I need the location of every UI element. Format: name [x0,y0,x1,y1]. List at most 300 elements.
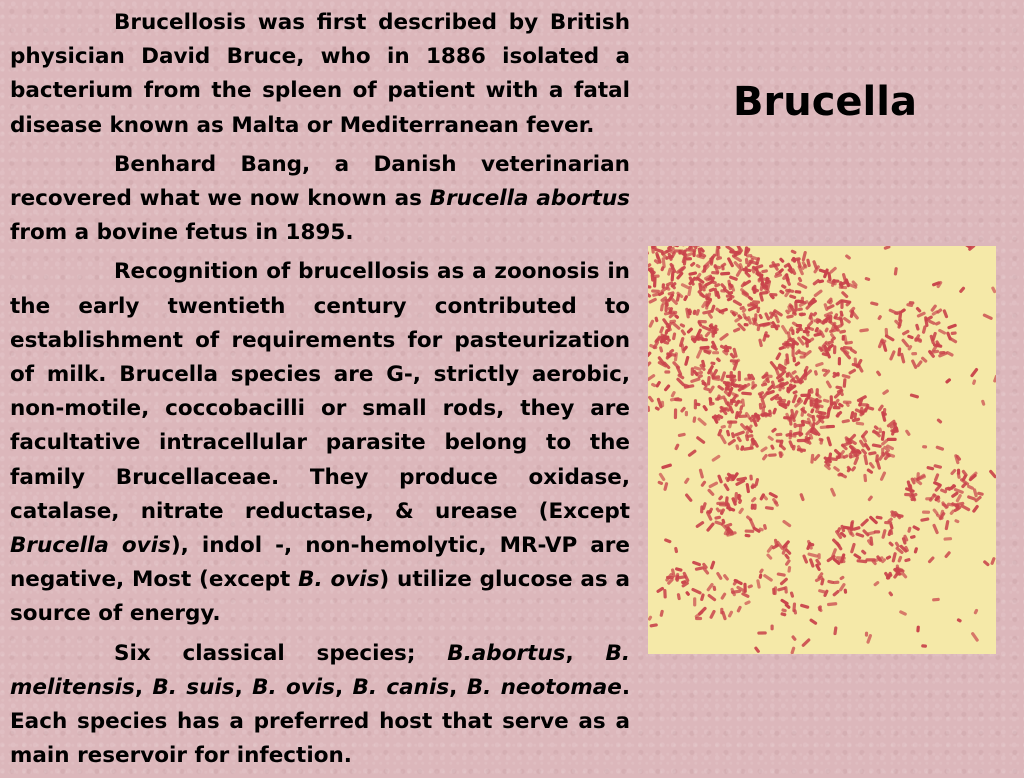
bacterium-rod [772,407,777,415]
bacterium-rod [656,586,665,593]
bacterium-rod [775,352,782,361]
bacterium-rod [791,635,797,642]
bacterium-rod [756,579,761,589]
bacterium-rod [648,246,649,255]
paragraph-text: , [565,641,605,666]
bacterium-rod [833,466,841,473]
bacterium-rod [655,380,661,388]
bacterium-rod [790,591,795,598]
bacterium-rod [827,602,838,606]
bacterium-rod [823,398,830,403]
bacterium-rod [951,331,957,335]
bacterium-rod [775,433,782,437]
bacterium-rod [922,511,930,514]
bacterium-rod [695,263,701,269]
bacterium-rod [815,362,824,368]
bacterium-rod [832,589,840,597]
bacterium-rod [768,453,777,457]
bacterium-rod [734,492,738,503]
bacterium-rod [812,311,818,317]
bacterium-rod [782,519,792,528]
bacterium-rod [797,448,806,452]
bacterium-rod [889,350,896,361]
bacterium-rod [827,340,834,345]
bacterium-rod [701,382,707,386]
bacterium-rod [781,608,787,613]
bacterium-rod [648,395,654,403]
paragraph-text: , [335,675,353,700]
bacterium-rod [954,519,960,524]
bacterium-rod [841,291,849,299]
bacterium-rod [707,593,717,602]
bacterium-rod [990,557,996,566]
italic-species-name: B. melitensis [10,641,630,700]
bacterium-rod [818,553,821,559]
bacterium-rod [933,481,943,488]
bacterium-rod [674,547,678,554]
bacterium-rod [692,416,696,423]
bacterium-rod [812,260,818,270]
bacterium-rod [802,554,809,564]
bacterium-rod [915,306,922,313]
bacterium-rod [801,251,807,262]
bacterium-rod [864,277,870,282]
paragraph-text: ), indol -, non-hemolytic, MR-VP are negative, Most (except [10,533,630,592]
bacterium-rod [674,443,680,451]
bacterium-rod [789,294,797,299]
bacterium-rod [695,566,705,571]
bacterium-rod [726,385,730,391]
bacterium-rod [881,529,887,539]
bacterium-rod [763,573,774,582]
bacterium-rod [981,399,986,406]
bacterium-rod [744,534,750,538]
bacterium-rod [689,261,695,267]
bacterium-rod [779,257,785,263]
bacterium-rod [956,618,962,623]
bacterium-rod [771,625,774,631]
bacterium-rod [761,269,768,273]
bacterium-rod [797,282,808,290]
bacterium-rod [973,608,978,614]
bacterium-rod [868,451,877,456]
bacterium-rod [853,553,862,560]
bacterium-rod [654,316,659,322]
bacterium-rod [686,327,693,334]
bacterium-rod [904,558,911,563]
bacterium-rod [663,482,668,491]
paragraph-text: , [449,675,467,700]
paragraph-species [10,637,630,774]
italic-species-name: B. ovis [298,567,379,592]
bacterium-rod [714,515,721,519]
bacterium-rod [663,384,670,392]
bacterium-rod [747,584,753,589]
bacterium-rod [753,285,757,294]
bacterium-rod [934,321,941,326]
bacterium-rod [751,503,755,509]
bacterium-rod [910,393,920,399]
bacterium-rod [921,644,927,648]
bacterium-rod [843,378,847,388]
bacterium-rod [674,352,678,362]
bacterium-rod [856,421,865,425]
bacterium-rod [993,374,996,383]
bacterium-rod [875,515,882,519]
bacterium-rod [959,286,966,294]
bacterium-rod [792,356,796,362]
bacterium-rod [730,399,733,406]
paragraph-history [10,6,630,143]
bacterium-rod [825,380,832,389]
bacterium-rod [797,439,807,443]
bacterium-rod [717,384,725,391]
bacterium-rod [942,309,948,319]
bacterium-rod [792,349,795,358]
bacterium-rod [887,438,897,441]
bacterium-rod [909,484,913,494]
bacterium-rod [792,256,797,263]
italic-species-name: B.abortus [447,641,565,666]
bacterium-rod [901,338,910,348]
bacterium-rod [872,443,882,448]
bacterium-rod [927,556,935,564]
paragraph-text: , [235,675,253,700]
bacterium-rod [699,468,705,479]
bacterium-rod [687,449,697,458]
bacterium-rod [833,345,837,354]
bacterium-rod [905,429,912,437]
italic-species-name: Brucella abortus [430,186,630,211]
bacterium-rod [844,254,851,260]
bacterium-rod [727,420,737,423]
bacterium-rod [718,495,724,501]
bacterium-rod [838,357,841,365]
bacterium-rod [723,483,730,492]
paragraph-text: Six classical species; [114,641,447,666]
bacterium-rod [859,328,869,333]
bacterium-rod [670,390,676,397]
bacterium-rod [720,371,727,382]
bacterium-rod [758,338,763,347]
bacterium-rod [841,419,850,424]
bacterium-rod [749,518,756,529]
bacterium-rod [702,404,708,411]
bacterium-rod [772,588,776,595]
bacterium-rod [815,398,818,409]
bacterium-rod [744,600,751,606]
bacterium-rod [839,329,846,334]
brucella-micrograph-image [648,246,996,654]
bacterium-rod [768,491,778,498]
bacterium-rod [841,374,851,379]
bacterium-rod [712,585,716,591]
bacterium-rod [651,382,657,387]
bacterium-rod [925,497,932,500]
bacterium-rod [801,638,811,648]
bacterium-rod [674,408,677,419]
bacterium-rod [670,271,674,281]
bacterium-rod [822,368,828,372]
bacterium-rod [782,343,790,347]
bacterium-rod [945,350,954,357]
bacterium-rod [799,493,805,502]
bacterium-rod [833,448,841,456]
bacterium-rod [678,433,686,438]
bacterium-rod [913,547,918,554]
bacterium-rod [867,495,873,502]
bacterium-rod [659,610,664,618]
bacterium-rod [732,299,742,307]
bacterium-rod [814,370,819,376]
bacterium-rod [982,313,993,320]
bacterium-rod [679,323,685,328]
bacterium-rod [693,597,696,606]
bacterium-rod [899,610,908,616]
bacterium-rod [726,430,731,437]
bacterium-rod [967,484,975,490]
bacterium-rod [771,427,778,433]
bacterium-rod [779,289,785,295]
bacterium-rod [715,357,721,363]
bacterium-rod [688,271,697,276]
bacterium-rod [677,593,681,600]
bacterium-rod [843,588,847,593]
bacterium-rod [730,371,733,381]
bacterium-rod [778,403,787,407]
bacterium-rod [839,286,848,290]
bacterium-rod [796,328,803,332]
bacterium-rod [700,480,707,487]
bacterium-rod [935,445,944,451]
bacterium-rod [891,552,897,563]
bacterium-rod [897,555,902,562]
bacterium-rod [830,487,837,497]
italic-species-name: B. suis [152,675,234,700]
bacterium-rod [648,351,652,358]
bacterium-rod [648,406,650,412]
bacterium-rod [812,415,816,423]
bacterium-rod [767,375,773,378]
bacterium-rod [710,361,716,365]
bacterium-rod [754,646,761,654]
bacterium-rod [796,324,802,327]
bacterium-rod [813,289,823,298]
bacterium-rod [711,454,721,462]
bacterium-rod [758,573,762,579]
bacterium-rod [784,586,788,594]
bacterium-rod [793,380,804,384]
bacterium-rod [810,454,814,464]
bacterium-rod [720,272,730,276]
bacterium-rod [797,276,802,282]
bacterium-rod [943,537,952,541]
bacterium-rod [830,395,833,405]
bacterium-rod [736,605,742,613]
bacterium-rod [720,424,726,429]
bacterium-rod [761,453,768,461]
bacterium-rod [658,472,666,481]
bacterium-rod [648,615,653,621]
paragraph-text: from a bovine fetus in 1895. [10,220,354,245]
bacterium-rod [835,385,842,389]
body-text [10,6,630,778]
italic-species-name: B. neotomae [467,675,622,700]
bacterium-rod [770,444,775,450]
bacterium-rod [736,436,742,443]
bacterium-rod [692,560,702,566]
bacterium-rod [787,566,791,573]
bacterium-rod [738,507,745,515]
bacterium-rod [664,370,670,373]
bacterium-rod [649,623,658,628]
bacterium-rod [648,297,657,304]
bacterium-rod [809,558,815,568]
bacterium-rod [877,314,882,320]
bacterium-rod [786,314,794,319]
bacterium-rod [696,436,706,445]
bacterium-rod [982,560,990,567]
bacterium-rod [920,517,930,522]
bacterium-rod [973,488,978,498]
bacterium-rod [791,370,797,376]
bacterium-rod [760,446,768,453]
micrograph-svg [648,246,996,654]
bacterium-rod [991,286,996,294]
bacterium-rod [720,608,723,615]
bacterium-rod [726,401,730,407]
bacterium-rod [648,361,652,368]
bacterium-rod [651,289,660,293]
bacterium-rod [684,477,691,485]
bacterium-rod [784,559,791,567]
bacterium-rod [911,359,918,370]
bacterium-rod [685,591,691,597]
paragraph-text: , [135,675,153,700]
bacterium-rod [759,568,765,574]
bacterium-rod [807,552,818,558]
bacterium-rod [745,483,750,494]
bacterium-rod [879,471,886,481]
bacterium-rod [916,625,920,632]
bacterium-rod [685,411,688,416]
bacterium-rod [751,414,759,418]
bacterium-rod [861,549,867,555]
bacterium-rod [751,483,755,489]
bacterium-rod [793,423,796,429]
bacterium-rod [910,535,916,539]
bacterium-rod [770,324,780,328]
bacterium-rod [848,368,857,375]
slide-title: Brucella [700,72,950,132]
bacterium-rod [947,323,957,329]
bacterium-rod [727,438,736,446]
bacterium-rod [866,468,874,475]
bacterium-rod [757,631,767,634]
bacterium-rod [932,523,939,534]
bacterium-rod [780,598,789,605]
bacterium-rod [870,301,879,306]
bacterium-rod [696,349,703,360]
bacterium-rod [720,592,727,600]
italic-species-name: Brucella ovis [10,533,171,558]
bacterium-rod [790,646,795,654]
bacterium-rod [988,469,996,479]
bacterium-rod [833,406,841,409]
bacterium-rod [738,371,741,382]
bacterium-rod [710,560,716,570]
bacterium-rod [790,249,797,254]
bacterium-rod [745,258,749,265]
italic-species-name: B. ovis [252,675,335,700]
bacterium-rod [671,321,681,330]
bacterium-rod [883,246,891,250]
bacterium-rod [722,573,729,581]
bacterium-rod [972,379,977,385]
bacterium-rod [767,435,774,441]
bacterium-rod [706,522,715,532]
bacterium-rod [717,474,723,484]
paragraph-text: Benhard Bang, a Danish veterinarian recovered what we now known as [10,152,630,211]
bacterium-rod [657,480,663,485]
bacterium-rod [781,284,787,290]
bacterium-rod [654,248,664,254]
bacterium-rod [791,394,797,404]
paragraph-characteristics [10,255,630,631]
bacterium-rod [697,417,707,427]
bacterium-rod [766,553,773,560]
bacterium-rod [868,461,875,469]
bacterium-rod [915,323,920,331]
bacterium-rod [889,523,894,530]
bacterium-rod [934,473,940,482]
bacterium-rod [894,267,898,276]
bacterium-rod [860,518,870,527]
bacterium-rod [719,332,730,341]
bacterium-rod [945,378,952,385]
paragraph-text: Recognition of brucellosis as a zoonosis in the early twentieth century contributed to establishment of requirements for pasteurization of milk. Brucella species are G-, strictly aerobic, non-motile, coccobacilli or small rods, they are facultative intracellular parasite belong to the family Brucellaceae. They produce oxidase, catalase, nitrate reductase, & urease (Except [10,259,630,523]
bacterium-rod [888,591,894,597]
bacterium-rod [662,283,666,289]
bacterium-rod [660,333,664,342]
bacterium-rod [824,327,829,333]
bacterium-rod [901,572,908,579]
bacterium-rod [792,390,798,395]
bacterium-rod [743,323,748,327]
bacterium-rod [809,618,818,626]
bacterium-rod [775,397,780,400]
bacterium-rod [664,302,668,312]
bacterium-rod [707,376,711,386]
bacterium-rod [659,326,665,334]
bacterium-rod [734,430,745,437]
bacterium-rod [684,493,693,503]
bacterium-rod [860,448,867,455]
bacterium-rod [863,454,868,465]
bacterium-rod [749,474,753,480]
bacterium-rod [653,277,657,288]
bacterium-rod [970,367,979,377]
bacterium-rod [780,612,787,617]
bacterium-rod [826,436,832,447]
bacterium-rod [674,398,682,402]
bacterium-rod [950,468,957,475]
bacterium-rod [776,572,786,577]
bacterium-rod [932,598,940,602]
bacterium-rod [833,626,837,635]
bacterium-rod [970,631,979,642]
bacterium-rod [659,346,664,353]
